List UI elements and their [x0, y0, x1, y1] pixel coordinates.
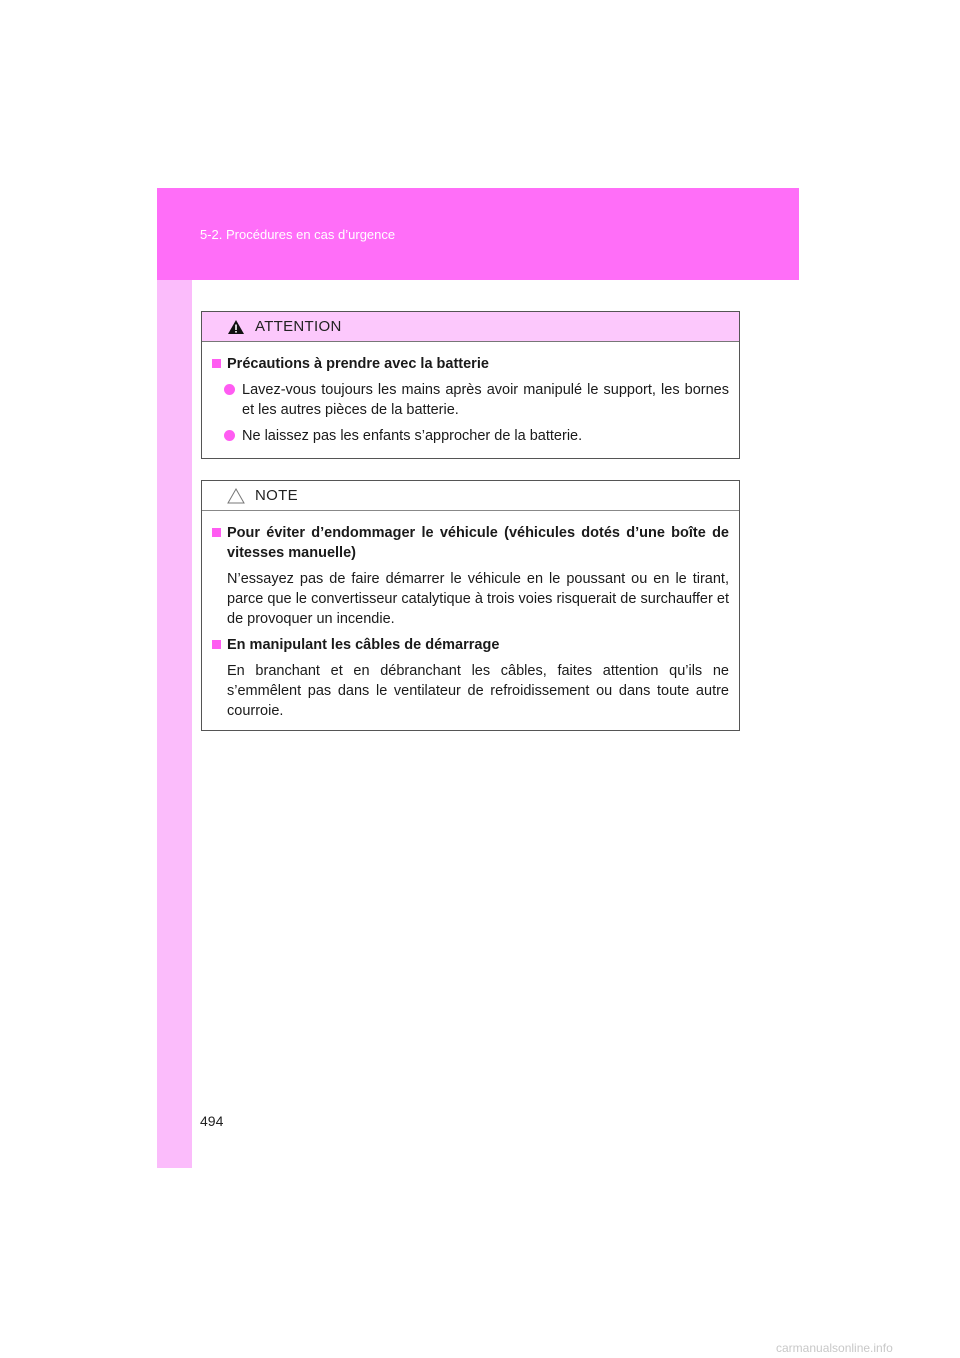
circle-bullet-icon	[224, 430, 235, 441]
section-header: 5-2. Procédures en cas d’urgence	[200, 227, 396, 242]
attention-bullet: Ne laissez pas les enfants s’approcher de la batterie.	[212, 426, 729, 446]
page-number: 494	[200, 1113, 224, 1129]
warning-outline-icon	[227, 488, 245, 504]
square-bullet-icon	[212, 528, 221, 537]
square-bullet-icon	[212, 359, 221, 368]
side-strip	[157, 188, 192, 1168]
attention-box	[201, 311, 740, 459]
attention-bullet: Lavez-vous toujours les mains après avoir manipulé le support, les bornes et les autres pièces de la batterie.	[212, 380, 729, 420]
watermark: carmanualsonline.info	[776, 1341, 893, 1355]
note-box	[201, 480, 740, 731]
note-label: NOTE	[255, 487, 298, 504]
attention-section-title: Précautions à prendre avec la batterie	[212, 354, 729, 374]
note-paragraph: N’essayez pas de faire démarrer le véhicule en le poussant ou en le tirant, parce que le convertisseur catalytique à trois voies risquerait de surchauffer et de provoquer un incendie.	[227, 571, 729, 627]
note-header	[202, 481, 739, 511]
note-paragraph: En branchant et en débranchant les câbles, faites attention qu’ils ne s’emmêlent pas dans le ventilateur de refroidissement ou dans toute autre courroie.	[227, 663, 729, 719]
square-bullet-icon	[212, 640, 221, 649]
note-section-title: Pour éviter d’endommager le véhicule (véhicules dotés d’une boîte de vitesses manuelle)	[212, 523, 729, 563]
note-section-title: En manipulant les câbles de démarrage	[212, 635, 729, 655]
attention-label: ATTENTION	[255, 318, 342, 335]
circle-bullet-icon	[224, 384, 235, 395]
attention-header	[202, 312, 739, 342]
warning-filled-icon	[227, 319, 245, 335]
